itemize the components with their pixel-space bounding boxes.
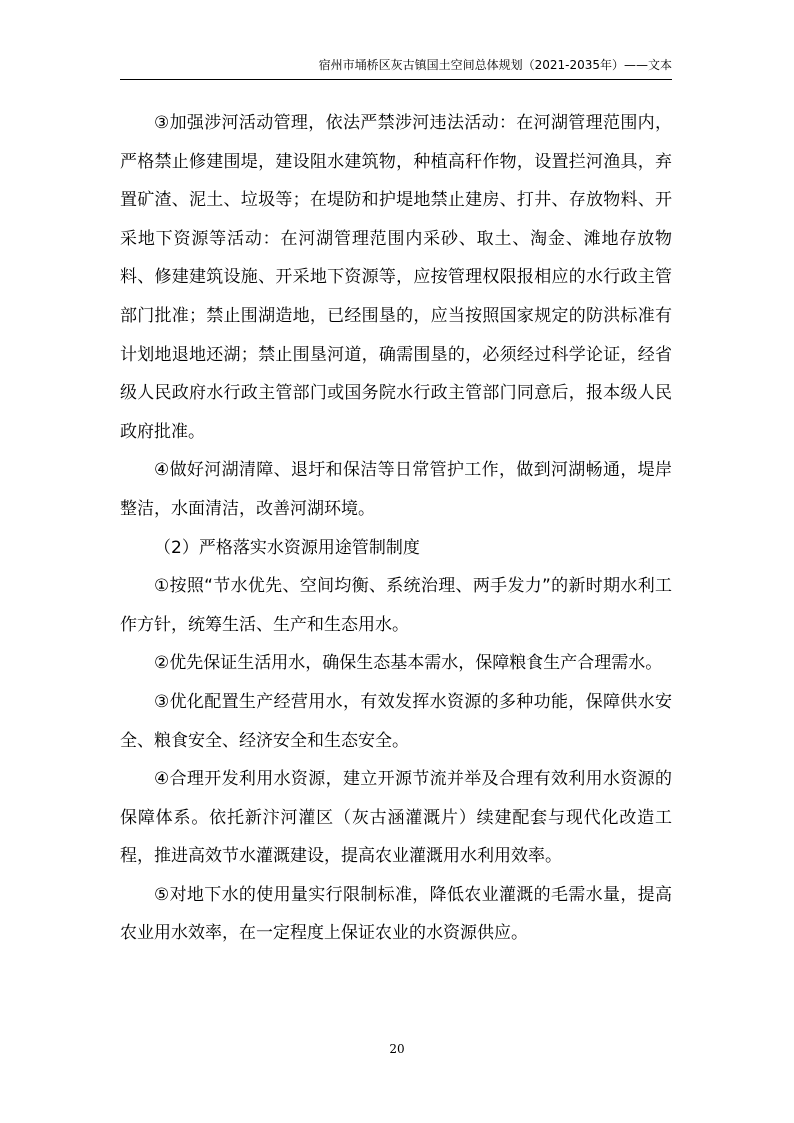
page-header: 宿州市埇桥区灰古镇国土空间总体规划（2021-2035年）——文本 bbox=[318, 58, 672, 72]
header-divider bbox=[120, 79, 672, 80]
paragraph-river-maintenance: ④做好河湖清障、退圩和保洁等日常管护工作，做到河湖畅通，堤岸整洁，水面清洁，改善河湖环境。 bbox=[120, 460, 672, 519]
paragraph-optimize-production-water: ③优化配置生产经营用水，有效发挥水资源的多种功能，保障供水安全、粮食安全、经济安全和生态安全。 bbox=[120, 691, 672, 751]
paragraph-water-development: ④合理开发利用水资源，建立开源节流并举及合理有效利用水资源的保障体系。依托新汴河灌区（灰古涵灌溉片）续建配套与现代化改造工程，推进高效节水灌溉建设，提高农业灌溉用水利用效率。 bbox=[120, 769, 672, 867]
paragraph-priority-domestic-water: ②优先保证生活用水，确保生态基本需水，保障粮食生产合理需水。 bbox=[154, 653, 663, 674]
section-heading-water-use-control: （2）严格落实水资源用途管制制度 bbox=[154, 537, 420, 558]
page-number: 20 bbox=[389, 1042, 405, 1056]
document-body bbox=[120, 104, 672, 953]
paragraph-river-activity-management: ③加强涉河活动管理，依法严禁涉河违法活动：在河湖管理范围内，严格禁止修建围堤，建设阻水建筑物，种植高秆作物，设置拦河渔具，弃置矿渣、泥土、垃圾等；在堤防和护堤地禁止建房、打井、存放物料、开采地下资源等活动：在河湖管理范围内采砂、取土、淘金、滩地存放物料、修建建筑设施、开采地下资源等，应按管理权限报相应的水行政主管部门批准；禁止围湖造地，已经围垦的，应当按照国家规定的防洪标准有计划地退地还湖；禁止围垦河道，确需围垦的，必须经过科学论证，经省级人民政府水行政主管部门或国务院水行政主管部门同意后，报本级人民政府批准。 bbox=[120, 113, 672, 442]
paragraph-groundwater-limits: ⑤对地下水的使用量实行限制标准，降低农业灌溉的毛需水量，提高农业用水效率，在一定程度上保证农业的水资源供应。 bbox=[120, 884, 672, 944]
paragraph-water-policy: ①按照“节水优先、空间均衡、系统治理、两手发力”的新时期水利工作方针，统筹生活、生产和生态用水。 bbox=[120, 576, 672, 635]
